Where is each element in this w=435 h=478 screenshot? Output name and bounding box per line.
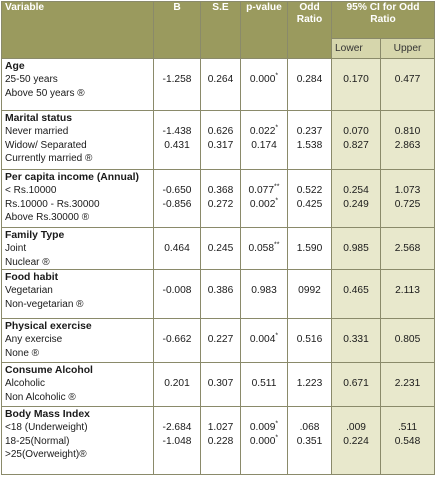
pvalue-cell <box>241 270 288 319</box>
category-label: None ® <box>5 347 40 359</box>
significance-mark: * <box>275 420 279 428</box>
pvalue-cell <box>241 170 288 228</box>
pvalue-cell <box>241 59 288 111</box>
cell-value: 0.331 <box>343 334 369 345</box>
se-cell <box>201 111 241 170</box>
cell-value: 0.170 <box>343 74 369 85</box>
variable-cell <box>2 363 154 407</box>
cell-value: 0.254 <box>343 185 369 196</box>
b-cell <box>154 228 201 270</box>
cell-value: 0.002* <box>249 197 279 210</box>
cell-value: 0.522 <box>296 185 323 196</box>
variable-name: Food habit <box>5 272 59 283</box>
odd-ratio-cell <box>288 407 332 475</box>
category-label: Non-vegetarian ® <box>5 298 84 310</box>
cell-value: 0.827 <box>343 139 369 151</box>
variable-cell <box>2 407 154 475</box>
cell-value: 0.351 <box>296 435 323 447</box>
cell-value: 0.004* <box>249 332 279 345</box>
cell-value: 0.464 <box>164 243 190 254</box>
variable-name: Physical exercise <box>5 321 92 332</box>
cell-value: 0.725 <box>394 198 421 210</box>
category-label: Nuclear ® <box>5 256 50 268</box>
header-pvalue: p-value <box>241 2 288 59</box>
header-upper: Upper <box>381 38 435 58</box>
cell-value: -0.650 <box>162 185 192 196</box>
cell-value: 0.201 <box>164 378 190 389</box>
significance-mark: * <box>275 434 279 442</box>
variable-cell <box>2 111 154 170</box>
ci-lower-cell <box>332 363 381 407</box>
category-label: Above Rs.30000 ® <box>5 212 90 223</box>
cell-value: 0.174 <box>251 139 277 151</box>
cell-value: 2.863 <box>394 139 421 151</box>
pvalue-cell <box>241 319 288 363</box>
odd-ratio-cell <box>288 170 332 228</box>
significance-mark: ** <box>274 183 280 191</box>
header-lower: Lower <box>332 38 381 58</box>
category-label: >25(Overweight)® <box>5 449 87 460</box>
cell-value: .068 <box>299 422 320 433</box>
header-odd-ratio: Odd Ratio <box>288 2 332 59</box>
cell-value: 0.264 <box>207 74 234 85</box>
category-label: <18 (Underweight) <box>5 422 88 433</box>
ci-upper-cell <box>381 319 435 363</box>
pvalue-cell <box>241 228 288 270</box>
b-cell <box>154 170 201 228</box>
variable-cell <box>2 319 154 363</box>
cell-value: 1.027 <box>207 422 234 433</box>
variable-cell <box>2 270 154 319</box>
cell-value: 0.983 <box>251 285 277 296</box>
cell-value: 0.317 <box>207 139 234 151</box>
odd-ratio-cell <box>288 228 332 270</box>
se-cell <box>201 319 241 363</box>
significance-mark: * <box>275 72 279 80</box>
regression-table <box>1 1 435 475</box>
header-row <box>2 2 435 39</box>
b-cell <box>154 407 201 475</box>
ci-upper-cell <box>381 407 435 475</box>
cell-value: 0.548 <box>394 435 421 447</box>
cell-value: 0.805 <box>394 334 421 345</box>
table-row <box>2 111 435 170</box>
cell-value: 0.985 <box>343 243 369 254</box>
se-cell <box>201 59 241 111</box>
ci-lower-cell <box>332 270 381 319</box>
table-row <box>2 228 435 270</box>
se-cell <box>201 363 241 407</box>
table-row <box>2 270 435 319</box>
ci-upper-cell <box>381 363 435 407</box>
category-label: Alcoholic <box>5 378 46 389</box>
variable-cell <box>2 228 154 270</box>
pvalue-cell <box>241 363 288 407</box>
b-cell <box>154 319 201 363</box>
cell-value: 1.590 <box>296 243 323 254</box>
cell-value: 0.009* <box>249 420 279 433</box>
cell-value: 0.245 <box>207 243 234 254</box>
cell-value: 0.284 <box>296 74 323 85</box>
category-label: Rs.10000 - Rs.30000 <box>5 198 100 210</box>
cell-value: .009 <box>346 422 366 433</box>
category-label: Never married <box>5 126 69 137</box>
se-cell <box>201 228 241 270</box>
odd-ratio-cell <box>288 59 332 111</box>
category-label: Any exercise <box>5 334 63 345</box>
variable-name: Body Mass Index <box>5 409 90 420</box>
table-row <box>2 319 435 363</box>
cell-value: 1.538 <box>296 139 323 151</box>
category-label: Joint <box>5 243 27 254</box>
header-variable: Variable <box>2 2 154 59</box>
cell-value: 0.386 <box>207 285 234 296</box>
significance-mark: * <box>275 197 279 205</box>
variable-name: Marital status <box>5 113 72 124</box>
category-label: Above 50 years ® <box>5 87 85 99</box>
cell-value: 0.228 <box>207 435 234 447</box>
cell-value: 0.058** <box>248 241 280 254</box>
odd-ratio-cell <box>288 363 332 407</box>
ci-upper-cell <box>381 170 435 228</box>
ci-upper-cell <box>381 228 435 270</box>
header-b: B <box>154 2 201 59</box>
cell-value: 0.227 <box>207 334 234 345</box>
category-label: Vegetarian <box>5 285 53 296</box>
significance-mark: * <box>275 332 279 340</box>
ci-upper-cell <box>381 111 435 170</box>
table-row <box>2 59 435 111</box>
table-row <box>2 407 435 475</box>
variable-name: Consume Alcohol <box>5 365 93 376</box>
ci-lower-cell <box>332 319 381 363</box>
variable-cell <box>2 170 154 228</box>
significance-mark: * <box>275 124 279 132</box>
category-label: 18-25(Normal) <box>5 435 70 447</box>
odd-ratio-cell <box>288 111 332 170</box>
header-ci: 95% CI for Odd Ratio <box>332 2 435 39</box>
category-label: Currently married ® <box>5 153 93 164</box>
cell-value: 0.022* <box>249 124 279 137</box>
cell-value: 0.077** <box>248 183 280 196</box>
odd-ratio-cell <box>288 319 332 363</box>
variable-cell <box>2 59 154 111</box>
b-cell <box>154 363 201 407</box>
category-label: 25-50 years <box>5 74 58 85</box>
cell-value: -1.438 <box>162 126 192 137</box>
ci-lower-cell <box>332 59 381 111</box>
variable-name: Family Type <box>5 230 65 241</box>
cell-value: 0.465 <box>343 285 369 296</box>
cell-value: 0.626 <box>207 126 234 137</box>
ci-lower-cell <box>332 228 381 270</box>
cell-value: 0.368 <box>207 185 234 196</box>
b-cell <box>154 270 201 319</box>
cell-value: -0.662 <box>162 334 192 345</box>
cell-value: 0.516 <box>296 334 323 345</box>
cell-value: -1.258 <box>162 74 192 85</box>
ci-upper-cell <box>381 270 435 319</box>
regression-table-container <box>1 1 434 475</box>
b-cell <box>154 59 201 111</box>
cell-value: 2.113 <box>395 285 420 296</box>
ci-upper-cell <box>381 59 435 111</box>
cell-value: 0.511 <box>251 378 277 389</box>
table-row <box>2 363 435 407</box>
cell-value: .511 <box>397 422 418 433</box>
ci-lower-cell <box>332 407 381 475</box>
cell-value: 0.224 <box>343 435 369 447</box>
cell-value: 2.231 <box>394 378 421 389</box>
cell-value: 1.223 <box>296 378 323 389</box>
category-label: Non Alcoholic ® <box>5 391 76 403</box>
pvalue-cell <box>241 111 288 170</box>
cell-value: 0.477 <box>394 74 421 85</box>
category-label: Widow/ Separated <box>5 139 87 151</box>
cell-value: 0.249 <box>343 198 369 210</box>
se-cell <box>201 270 241 319</box>
se-cell <box>201 407 241 475</box>
odd-ratio-cell <box>288 270 332 319</box>
cell-value: 0.000* <box>249 72 279 85</box>
b-cell <box>154 111 201 170</box>
cell-value: 0.272 <box>207 198 234 210</box>
pvalue-cell <box>241 407 288 475</box>
se-cell <box>201 170 241 228</box>
cell-value: -1.048 <box>162 435 192 447</box>
table-body <box>2 59 435 475</box>
cell-value: 0.000* <box>249 434 279 447</box>
cell-value: 0.307 <box>207 378 234 389</box>
cell-value: 1.073 <box>394 185 421 196</box>
cell-value: 0.237 <box>296 126 323 137</box>
variable-name: Age <box>5 61 25 72</box>
cell-value: 0.810 <box>394 126 421 137</box>
cell-value: -2.684 <box>162 422 192 433</box>
table-row <box>2 170 435 228</box>
cell-value: -0.008 <box>162 285 192 296</box>
header-se: S.E <box>201 2 241 59</box>
significance-mark: ** <box>274 241 280 249</box>
cell-value: 0992 <box>298 285 321 296</box>
cell-value: 0.070 <box>343 126 369 137</box>
ci-lower-cell <box>332 111 381 170</box>
cell-value: 0.671 <box>343 378 369 389</box>
cell-value: 0.431 <box>164 139 190 151</box>
cell-value: 2.568 <box>394 243 421 254</box>
ci-lower-cell <box>332 170 381 228</box>
category-label: < Rs.10000 <box>5 185 57 196</box>
cell-value: -0.856 <box>162 198 192 210</box>
variable-name: Per capita income (Annual) <box>5 172 139 183</box>
cell-value: 0.425 <box>296 198 323 210</box>
